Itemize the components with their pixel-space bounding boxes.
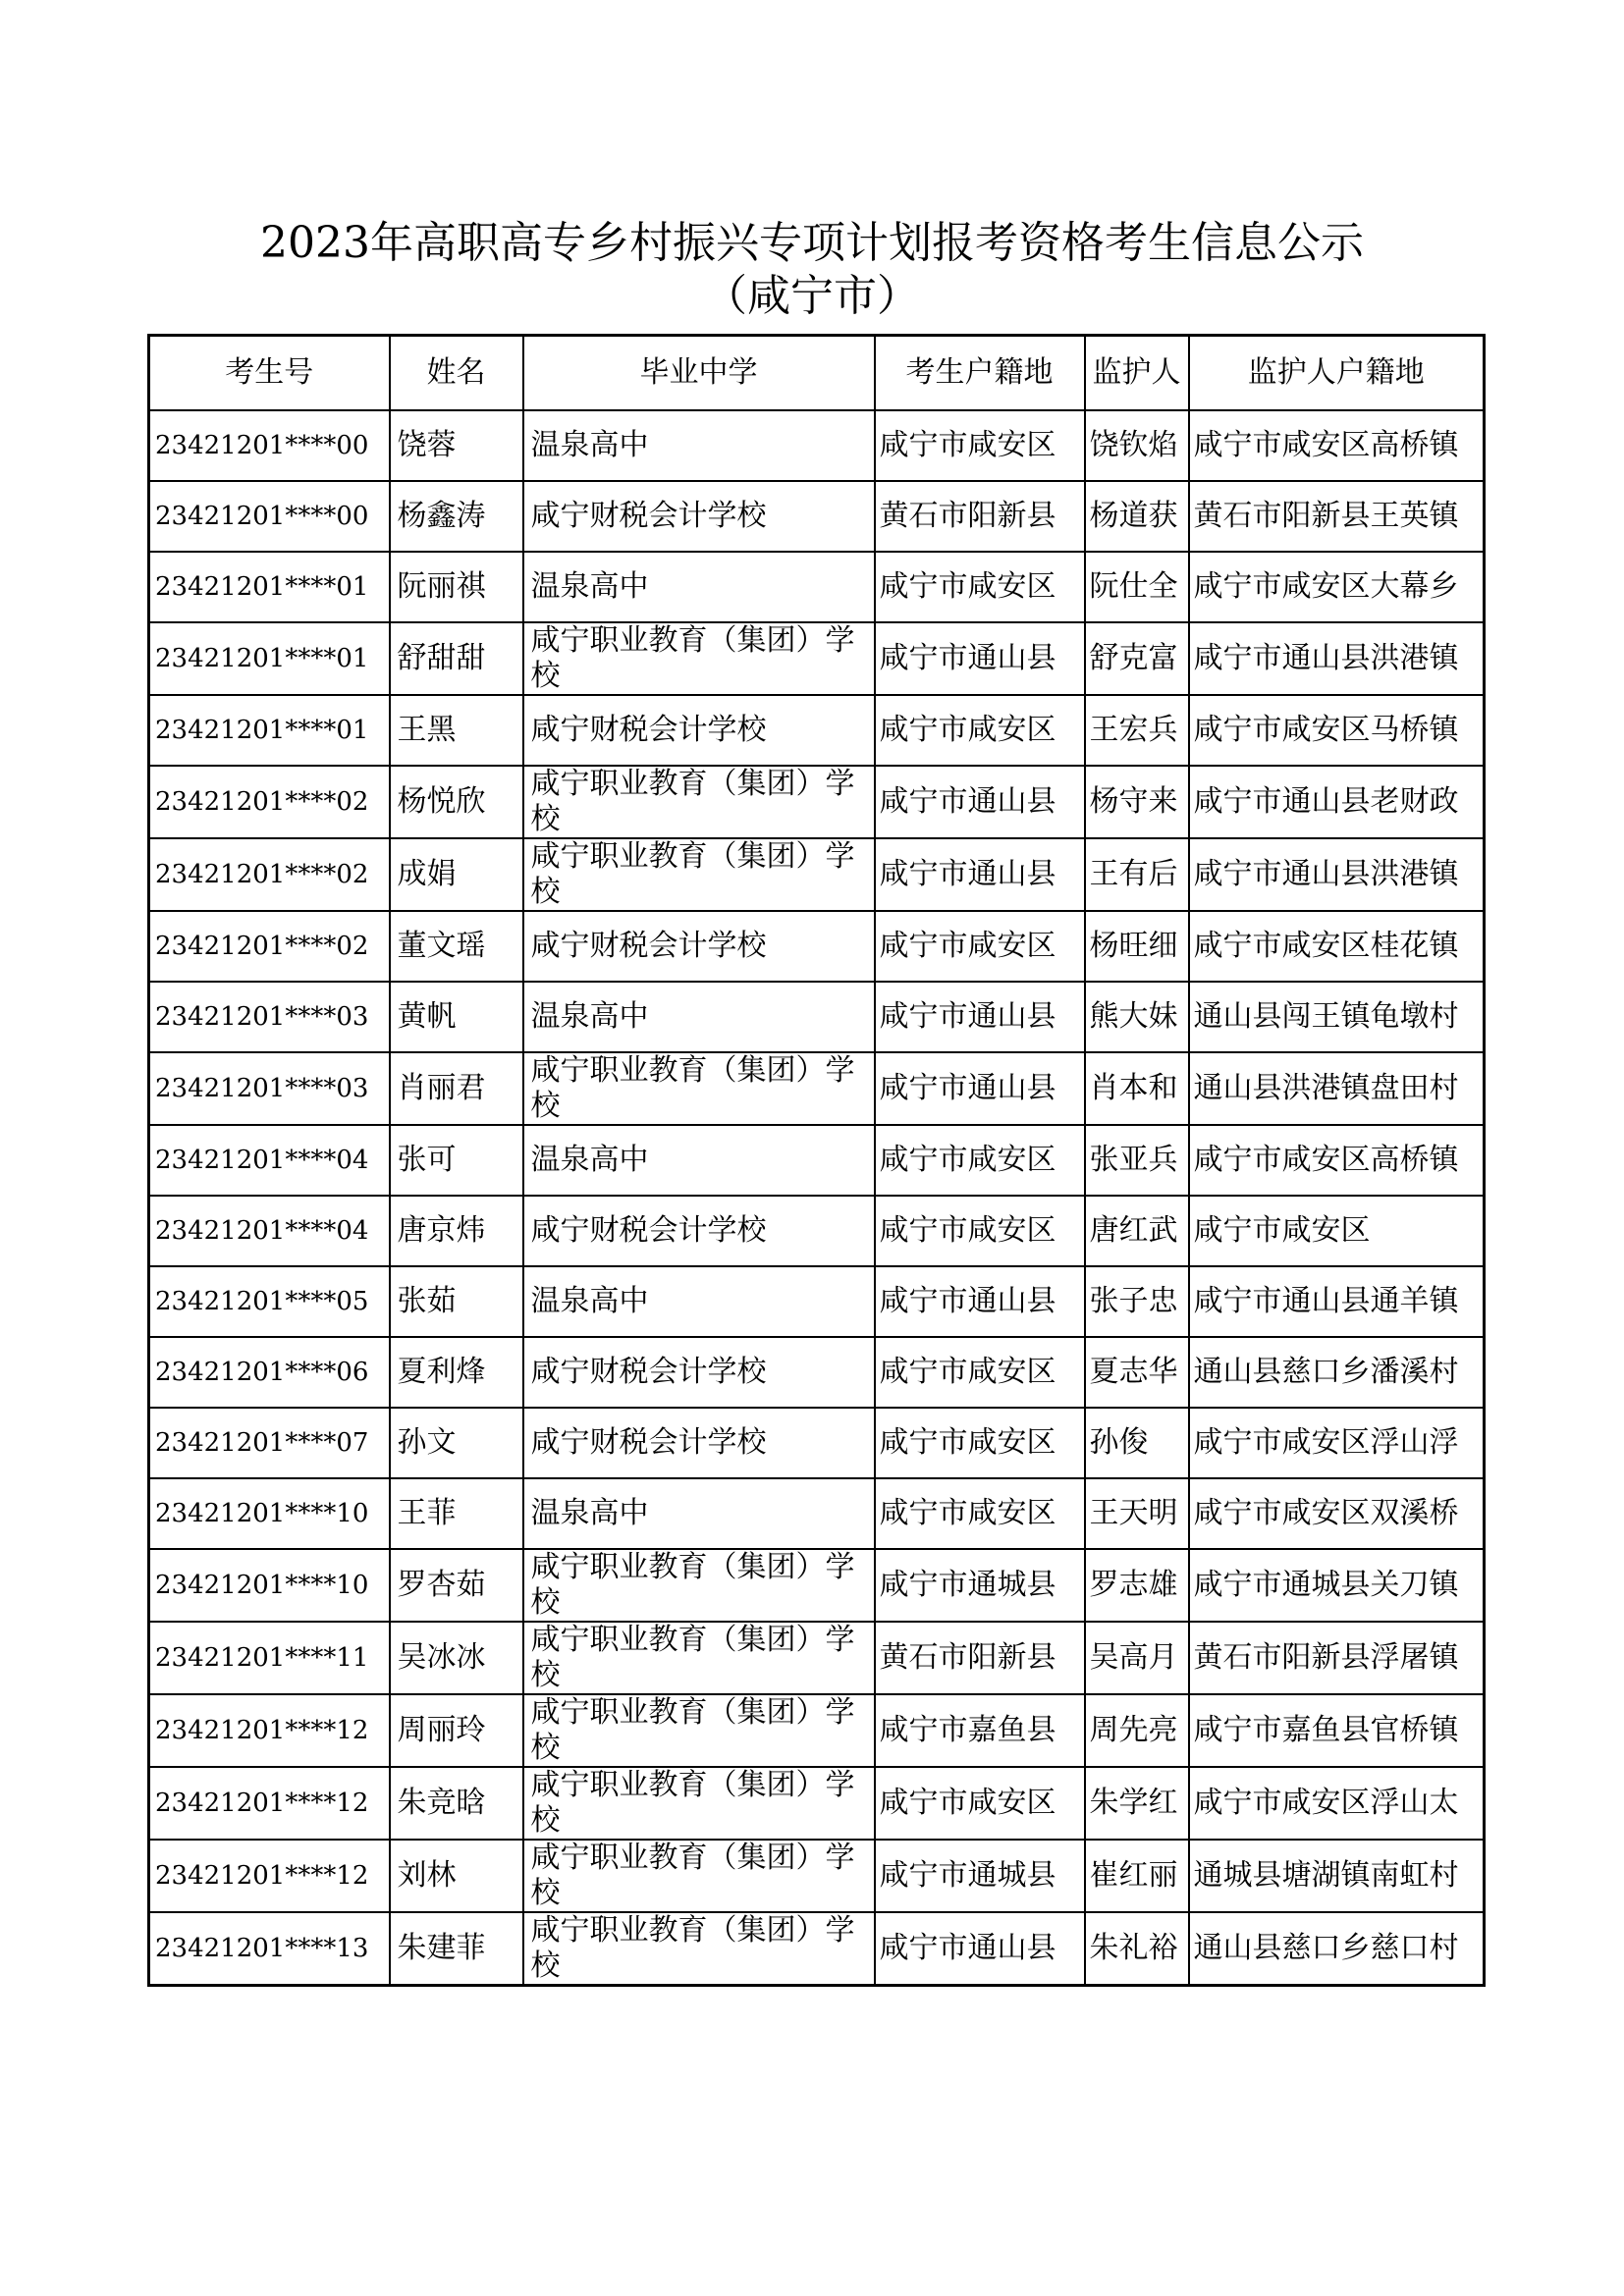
exam-number-cell: 23421201****02 [149, 911, 390, 982]
school-cell: 咸宁职业教育（集团）学校 [523, 1767, 875, 1840]
residence-cell: 咸宁市通山县 [875, 622, 1085, 695]
guardian-cell: 朱礼裕 [1085, 1912, 1189, 1986]
name-cell: 杨鑫涛 [390, 481, 523, 552]
guardian-cell: 张子忠 [1085, 1266, 1189, 1337]
guardian-cell: 崔红丽 [1085, 1840, 1189, 1912]
residence-cell: 咸宁市咸安区 [875, 1125, 1085, 1196]
column-header-residence: 考生户籍地 [875, 336, 1085, 410]
residence-cell: 咸宁市咸安区 [875, 695, 1085, 766]
name-cell: 孙文 [390, 1408, 523, 1478]
residence-cell: 咸宁市咸安区 [875, 1408, 1085, 1478]
guardian-cell: 杨守来 [1085, 766, 1189, 838]
guardian-cell: 杨道获 [1085, 481, 1189, 552]
guardian-residence-cell: 通山县洪港镇盘田村 [1189, 1052, 1485, 1125]
school-cell: 咸宁财税会计学校 [523, 1408, 875, 1478]
guardian-cell: 夏志华 [1085, 1337, 1189, 1408]
school-cell: 温泉高中 [523, 1266, 875, 1337]
school-cell: 咸宁职业教育（集团）学校 [523, 1622, 875, 1694]
guardian-residence-cell: 黄石市阳新县王英镇 [1189, 481, 1485, 552]
school-cell: 咸宁职业教育（集团）学校 [523, 766, 875, 838]
school-cell: 咸宁职业教育（集团）学校 [523, 838, 875, 911]
exam-number-cell: 23421201****01 [149, 695, 390, 766]
table-row [149, 1052, 1485, 1125]
exam-number-cell: 23421201****00 [149, 410, 390, 481]
candidate-table [147, 334, 1486, 1987]
residence-cell: 咸宁市通城县 [875, 1549, 1085, 1622]
table-row [149, 1337, 1485, 1408]
name-cell: 刘林 [390, 1840, 523, 1912]
guardian-cell: 唐红武 [1085, 1196, 1189, 1266]
residence-cell: 咸宁市咸安区 [875, 1767, 1085, 1840]
exam-number-cell: 23421201****01 [149, 622, 390, 695]
exam-number-cell: 23421201****03 [149, 982, 390, 1052]
guardian-cell: 王有后 [1085, 838, 1189, 911]
table-row [149, 1622, 1485, 1694]
guardian-cell: 阮仕全 [1085, 552, 1189, 622]
school-cell: 咸宁财税会计学校 [523, 911, 875, 982]
guardian-residence-cell: 咸宁市通城县关刀镇 [1189, 1549, 1485, 1622]
column-header-name: 姓名 [390, 336, 523, 410]
name-cell: 成娟 [390, 838, 523, 911]
exam-number-cell: 23421201****05 [149, 1266, 390, 1337]
exam-number-cell: 23421201****04 [149, 1196, 390, 1266]
exam-number-cell: 23421201****04 [149, 1125, 390, 1196]
residence-cell: 咸宁市通山县 [875, 838, 1085, 911]
guardian-cell: 肖本和 [1085, 1052, 1189, 1125]
school-cell: 咸宁职业教育（集团）学校 [523, 1549, 875, 1622]
name-cell: 周丽玲 [390, 1694, 523, 1767]
guardian-residence-cell: 通山县慈口乡潘溪村 [1189, 1337, 1485, 1408]
name-cell: 杨悦欣 [390, 766, 523, 838]
page-title: 2023年高职高专乡村振兴专项计划报考资格考生信息公示 [260, 218, 1364, 268]
school-cell: 咸宁财税会计学校 [523, 1196, 875, 1266]
residence-cell: 咸宁市咸安区 [875, 1196, 1085, 1266]
exam-number-cell: 23421201****11 [149, 1622, 390, 1694]
table-row [149, 982, 1485, 1052]
name-cell: 黄帆 [390, 982, 523, 1052]
table-row [149, 481, 1485, 552]
residence-cell: 咸宁市咸安区 [875, 911, 1085, 982]
table-row [149, 1408, 1485, 1478]
school-cell: 咸宁职业教育（集团）学校 [523, 1912, 875, 1986]
guardian-cell: 吴高月 [1085, 1622, 1189, 1694]
name-cell: 夏利烽 [390, 1337, 523, 1408]
guardian-residence-cell: 通城县塘湖镇南虹村 [1189, 1840, 1485, 1912]
column-header-guardian: 监护人 [1085, 336, 1189, 410]
school-cell: 温泉高中 [523, 1125, 875, 1196]
table-row [149, 552, 1485, 622]
guardian-residence-cell: 咸宁市嘉鱼县官桥镇 [1189, 1694, 1485, 1767]
table-row [149, 766, 1485, 838]
column-header-exam-number: 考生号 [149, 336, 390, 410]
exam-number-cell: 23421201****10 [149, 1478, 390, 1549]
school-cell: 咸宁财税会计学校 [523, 1337, 875, 1408]
school-cell: 咸宁职业教育（集团）学校 [523, 1840, 875, 1912]
residence-cell: 咸宁市咸安区 [875, 1478, 1085, 1549]
exam-number-cell: 23421201****12 [149, 1840, 390, 1912]
guardian-cell: 杨旺细 [1085, 911, 1189, 982]
exam-number-cell: 23421201****02 [149, 766, 390, 838]
guardian-residence-cell: 咸宁市咸安区高桥镇 [1189, 1125, 1485, 1196]
residence-cell: 咸宁市咸安区 [875, 1337, 1085, 1408]
table-row [149, 695, 1485, 766]
guardian-cell: 饶钦焰 [1085, 410, 1189, 481]
school-cell: 咸宁职业教育（集团）学校 [523, 1052, 875, 1125]
exam-number-cell: 23421201****07 [149, 1408, 390, 1478]
residence-cell: 咸宁市通山县 [875, 1052, 1085, 1125]
exam-number-cell: 23421201****03 [149, 1052, 390, 1125]
residence-cell: 黄石市阳新县 [875, 481, 1085, 552]
school-cell: 温泉高中 [523, 552, 875, 622]
guardian-cell: 朱学红 [1085, 1767, 1189, 1840]
exam-number-cell: 23421201****02 [149, 838, 390, 911]
table-row [149, 1196, 1485, 1266]
table-body [149, 410, 1485, 1986]
guardian-residence-cell: 咸宁市咸安区桂花镇 [1189, 911, 1485, 982]
table-row [149, 1478, 1485, 1549]
name-cell: 舒甜甜 [390, 622, 523, 695]
guardian-cell: 王天明 [1085, 1478, 1189, 1549]
name-cell: 罗杏茹 [390, 1549, 523, 1622]
table-row [149, 911, 1485, 982]
guardian-residence-cell: 咸宁市通山县通羊镇 [1189, 1266, 1485, 1337]
guardian-residence-cell: 咸宁市咸安区浮山浮 [1189, 1408, 1485, 1478]
guardian-residence-cell: 咸宁市咸安区 [1189, 1196, 1485, 1266]
guardian-residence-cell: 咸宁市咸安区浮山太 [1189, 1767, 1485, 1840]
guardian-residence-cell: 通山县慈口乡慈口村 [1189, 1912, 1485, 1986]
table-row [149, 1912, 1485, 1986]
guardian-residence-cell: 咸宁市咸安区马桥镇 [1189, 695, 1485, 766]
table-row [149, 838, 1485, 911]
table-row [149, 1125, 1485, 1196]
guardian-cell: 舒克富 [1085, 622, 1189, 695]
table-row [149, 1266, 1485, 1337]
table-header-row [149, 336, 1485, 410]
school-cell: 咸宁职业教育（集团）学校 [523, 622, 875, 695]
guardian-residence-cell: 咸宁市咸安区高桥镇 [1189, 410, 1485, 481]
school-cell: 咸宁财税会计学校 [523, 695, 875, 766]
residence-cell: 咸宁市通山县 [875, 766, 1085, 838]
residence-cell: 咸宁市通山县 [875, 982, 1085, 1052]
guardian-residence-cell: 咸宁市通山县洪港镇 [1189, 838, 1485, 911]
guardian-residence-cell: 通山县闯王镇龟墩村 [1189, 982, 1485, 1052]
name-cell: 王菲 [390, 1478, 523, 1549]
residence-cell: 咸宁市通山县 [875, 1912, 1085, 1986]
table-row [149, 622, 1485, 695]
guardian-cell: 孙俊 [1085, 1408, 1189, 1478]
exam-number-cell: 23421201****12 [149, 1767, 390, 1840]
name-cell: 吴冰冰 [390, 1622, 523, 1694]
guardian-residence-cell: 黄石市阳新县浮屠镇 [1189, 1622, 1485, 1694]
table-row [149, 1840, 1485, 1912]
exam-number-cell: 23421201****06 [149, 1337, 390, 1408]
residence-cell: 咸宁市咸安区 [875, 410, 1085, 481]
table-row [149, 1767, 1485, 1840]
table-row [149, 410, 1485, 481]
exam-number-cell: 23421201****01 [149, 552, 390, 622]
exam-number-cell: 23421201****10 [149, 1549, 390, 1622]
name-cell: 董文瑶 [390, 911, 523, 982]
school-cell: 温泉高中 [523, 982, 875, 1052]
exam-number-cell: 23421201****13 [149, 1912, 390, 1986]
guardian-cell: 熊大妹 [1085, 982, 1189, 1052]
school-cell: 温泉高中 [523, 1478, 875, 1549]
residence-cell: 咸宁市咸安区 [875, 552, 1085, 622]
column-header-school: 毕业中学 [523, 336, 875, 410]
guardian-residence-cell: 咸宁市通山县老财政 [1189, 766, 1485, 838]
page-subtitle: （咸宁市） [704, 271, 920, 321]
name-cell: 阮丽祺 [390, 552, 523, 622]
guardian-cell: 罗志雄 [1085, 1549, 1189, 1622]
residence-cell: 咸宁市通城县 [875, 1840, 1085, 1912]
name-cell: 朱建菲 [390, 1912, 523, 1986]
school-cell: 温泉高中 [523, 410, 875, 481]
table-row [149, 1549, 1485, 1622]
table-row [149, 1694, 1485, 1767]
name-cell: 朱竞晗 [390, 1767, 523, 1840]
school-cell: 咸宁职业教育（集团）学校 [523, 1694, 875, 1767]
exam-number-cell: 23421201****00 [149, 481, 390, 552]
guardian-cell: 周先亮 [1085, 1694, 1189, 1767]
name-cell: 肖丽君 [390, 1052, 523, 1125]
name-cell: 饶蓉 [390, 410, 523, 481]
guardian-cell: 张亚兵 [1085, 1125, 1189, 1196]
residence-cell: 咸宁市通山县 [875, 1266, 1085, 1337]
guardian-residence-cell: 咸宁市咸安区大幕乡 [1189, 552, 1485, 622]
residence-cell: 黄石市阳新县 [875, 1622, 1085, 1694]
residence-cell: 咸宁市嘉鱼县 [875, 1694, 1085, 1767]
name-cell: 王黑 [390, 695, 523, 766]
guardian-residence-cell: 咸宁市通山县洪港镇 [1189, 622, 1485, 695]
exam-number-cell: 23421201****12 [149, 1694, 390, 1767]
guardian-cell: 王宏兵 [1085, 695, 1189, 766]
guardian-residence-cell: 咸宁市咸安区双溪桥 [1189, 1478, 1485, 1549]
name-cell: 唐京炜 [390, 1196, 523, 1266]
column-header-guardian-residence: 监护人户籍地 [1189, 336, 1485, 410]
name-cell: 张可 [390, 1125, 523, 1196]
school-cell: 咸宁财税会计学校 [523, 481, 875, 552]
name-cell: 张茹 [390, 1266, 523, 1337]
